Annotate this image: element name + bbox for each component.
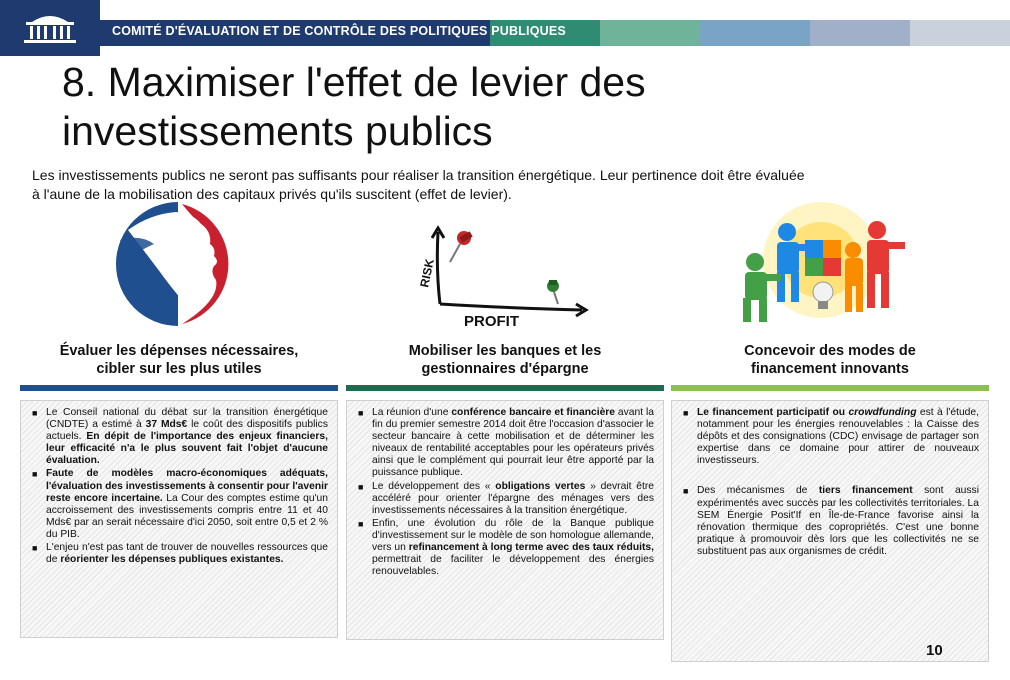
header-bar-segment <box>910 20 1010 46</box>
square-bullet-icon: ■ <box>683 486 689 497</box>
bullet-bold-text: tiers financement <box>818 485 913 497</box>
column-heading-line: cibler sur les plus utiles <box>96 361 262 377</box>
puzzle-people-icon <box>671 200 989 340</box>
list-item <box>355 407 654 480</box>
bullet-bold-text: réorienter les dépenses publiques existantes. <box>60 554 284 566</box>
profit-axis-label: PROFIT <box>464 313 519 330</box>
puzzle-people-illustration <box>671 200 989 340</box>
bullet-text: sont aussi expérimentés avec succès par les collectivités territoriales. La SEM Énergie Posit'If en Île-de-France favorise ainsi la rénovation thermique des copropriétés. C'est une bonne pratique à promouvoir dès lors que les collectivités ne se substituent pas aux organismes de crédit. <box>697 485 979 557</box>
column-body <box>671 400 989 662</box>
bullet-text: L'enjeu n'est pas tant de trouver de nouvelles ressources que de <box>46 542 328 566</box>
bullet-bold-text: Faute de modèles macro-économiques adéquats, l'évaluation des investissements à consentir pour l'avenir reste encore incertaine. <box>46 468 328 504</box>
column-body <box>346 400 664 640</box>
risk-axis-label: RISK <box>417 257 437 289</box>
bullet-text: permettrait de faciliter le développement des énergies renouvelables. <box>372 554 654 578</box>
red-figure-icon <box>867 221 905 308</box>
bullet-bold-text: obligations vertes <box>495 480 586 492</box>
column-heading-line: Concevoir des modes de <box>744 343 916 359</box>
bullet-bold-text: refinancement à long terme avec des taux réduits, <box>408 542 654 554</box>
square-bullet-icon: ■ <box>358 481 364 492</box>
column-heading <box>20 342 338 378</box>
bullet-text: Des mécanismes de <box>697 485 819 497</box>
intro-line: Les investissements publics ne seront pas suffisants pour réaliser la transition énergétique. Leur pertinence doit être évaluée <box>32 167 805 183</box>
list-item <box>29 542 328 566</box>
list-item <box>355 518 654 578</box>
assemblee-logo <box>0 0 100 56</box>
column-accent-bar <box>346 385 664 391</box>
header-bar-segment <box>700 20 810 46</box>
slide-title-line: 8. Maximiser l'effet de levier des <box>62 59 646 105</box>
committee-title: COMITÉ D'ÉVALUATION ET DE CONTRÔLE DES POLITIQUES PUBLIQUES <box>112 24 566 38</box>
column-accent-bar <box>671 385 989 391</box>
bullet-text: La réunion d'une <box>372 407 452 418</box>
bullet-text: Le développement des « <box>372 480 496 492</box>
list-item <box>680 407 979 467</box>
bullet-text: La Cour des comptes estime qu'un accroissement des investissements compris entre 11 et 40 Mds€ par an serait nécessaire d'ici 2050, soit entre 0,5 et 2 % du PIB. <box>46 492 329 540</box>
bullet-text: le coût des dispositifs publics actuels. <box>46 419 328 443</box>
bullet-bold-italic-text: crowdfunding <box>848 407 917 418</box>
page-number: 10 <box>926 642 943 659</box>
bullet-text: est à l'étude, notamment pour les énergies renouvelables : la Caisse des dépôts et des consignations (CDC) envisage de partager son expertise dans ce domaine pour attirer de nouveaux investisseurs. <box>697 407 980 467</box>
slide-title-line: investissements publics <box>62 108 493 154</box>
column-heading-line: Mobiliser les banques et les <box>408 343 602 359</box>
risk-profit-illustration <box>346 200 664 340</box>
list-item <box>680 485 979 558</box>
header-band <box>0 0 1010 58</box>
list-item <box>355 481 654 517</box>
column-heading-line: gestionnaires d'épargne <box>421 361 589 377</box>
bullet-bold-text: En dépit de l'importance des enjeux financiers, leur efficacité n'a le plus souvent fait l'objet d'aucune évaluation. <box>46 431 328 467</box>
column-accent-bar <box>20 385 338 391</box>
marianne-illustration <box>20 200 338 340</box>
column-heading-line: Évaluer les dépenses nécessaires, <box>59 343 299 359</box>
square-bullet-icon: ■ <box>358 408 364 418</box>
bullet-text: Enfin, une évolution du rôle de la Banque publique d'investissement sur le modèle de son homologue allemande, vers un <box>372 517 654 554</box>
bullet-text: Le Conseil national du débat sur la transition énergétique (CNDTE) a estimé à <box>46 407 328 431</box>
square-bullet-icon: ■ <box>32 469 38 480</box>
square-bullet-icon: ■ <box>32 543 38 554</box>
square-bullet-icon: ■ <box>32 408 38 418</box>
bullet-bold-text: 37 Mds€ <box>145 419 188 431</box>
header-bar-segment <box>810 20 910 46</box>
slide-title <box>62 58 962 156</box>
bullet-bold-text: conférence bancaire et financière <box>451 407 616 418</box>
header-bar-segment <box>600 20 700 46</box>
column-heading <box>671 342 989 378</box>
bullet-text: avant la fin du premier semestre 2014 doit être l'occasion d'associer le secteur bancaire à cette mobilisation et de déterminer les niveaux de rentabilité acceptables pour les opérateurs privés ainsi que le complément qui pourrait leur être apporté par la puissance publique. <box>372 407 654 479</box>
column-heading <box>346 342 664 378</box>
list-item <box>29 468 328 541</box>
square-bullet-icon: ■ <box>683 408 689 418</box>
column-body <box>20 400 338 638</box>
intro-text <box>32 166 972 204</box>
list-item <box>29 407 328 467</box>
square-bullet-icon: ■ <box>358 518 364 529</box>
bullet-bold-text: Le financement participatif ou <box>697 407 849 418</box>
column-heading-line: financement innovants <box>751 361 909 377</box>
hemicycle-icon <box>20 10 80 46</box>
marianne-icon <box>20 200 338 340</box>
risk-profit-chart-icon <box>346 200 664 340</box>
intro-line: à l'aune de la mobilisation des capitaux privés qu'ils suscitent (effet de levier). <box>32 186 512 202</box>
bullet-text: » devrait être accéléré pour orienter l'épargne des ménages vers des investissements nécessaires à la transition énergétique. <box>372 480 654 516</box>
